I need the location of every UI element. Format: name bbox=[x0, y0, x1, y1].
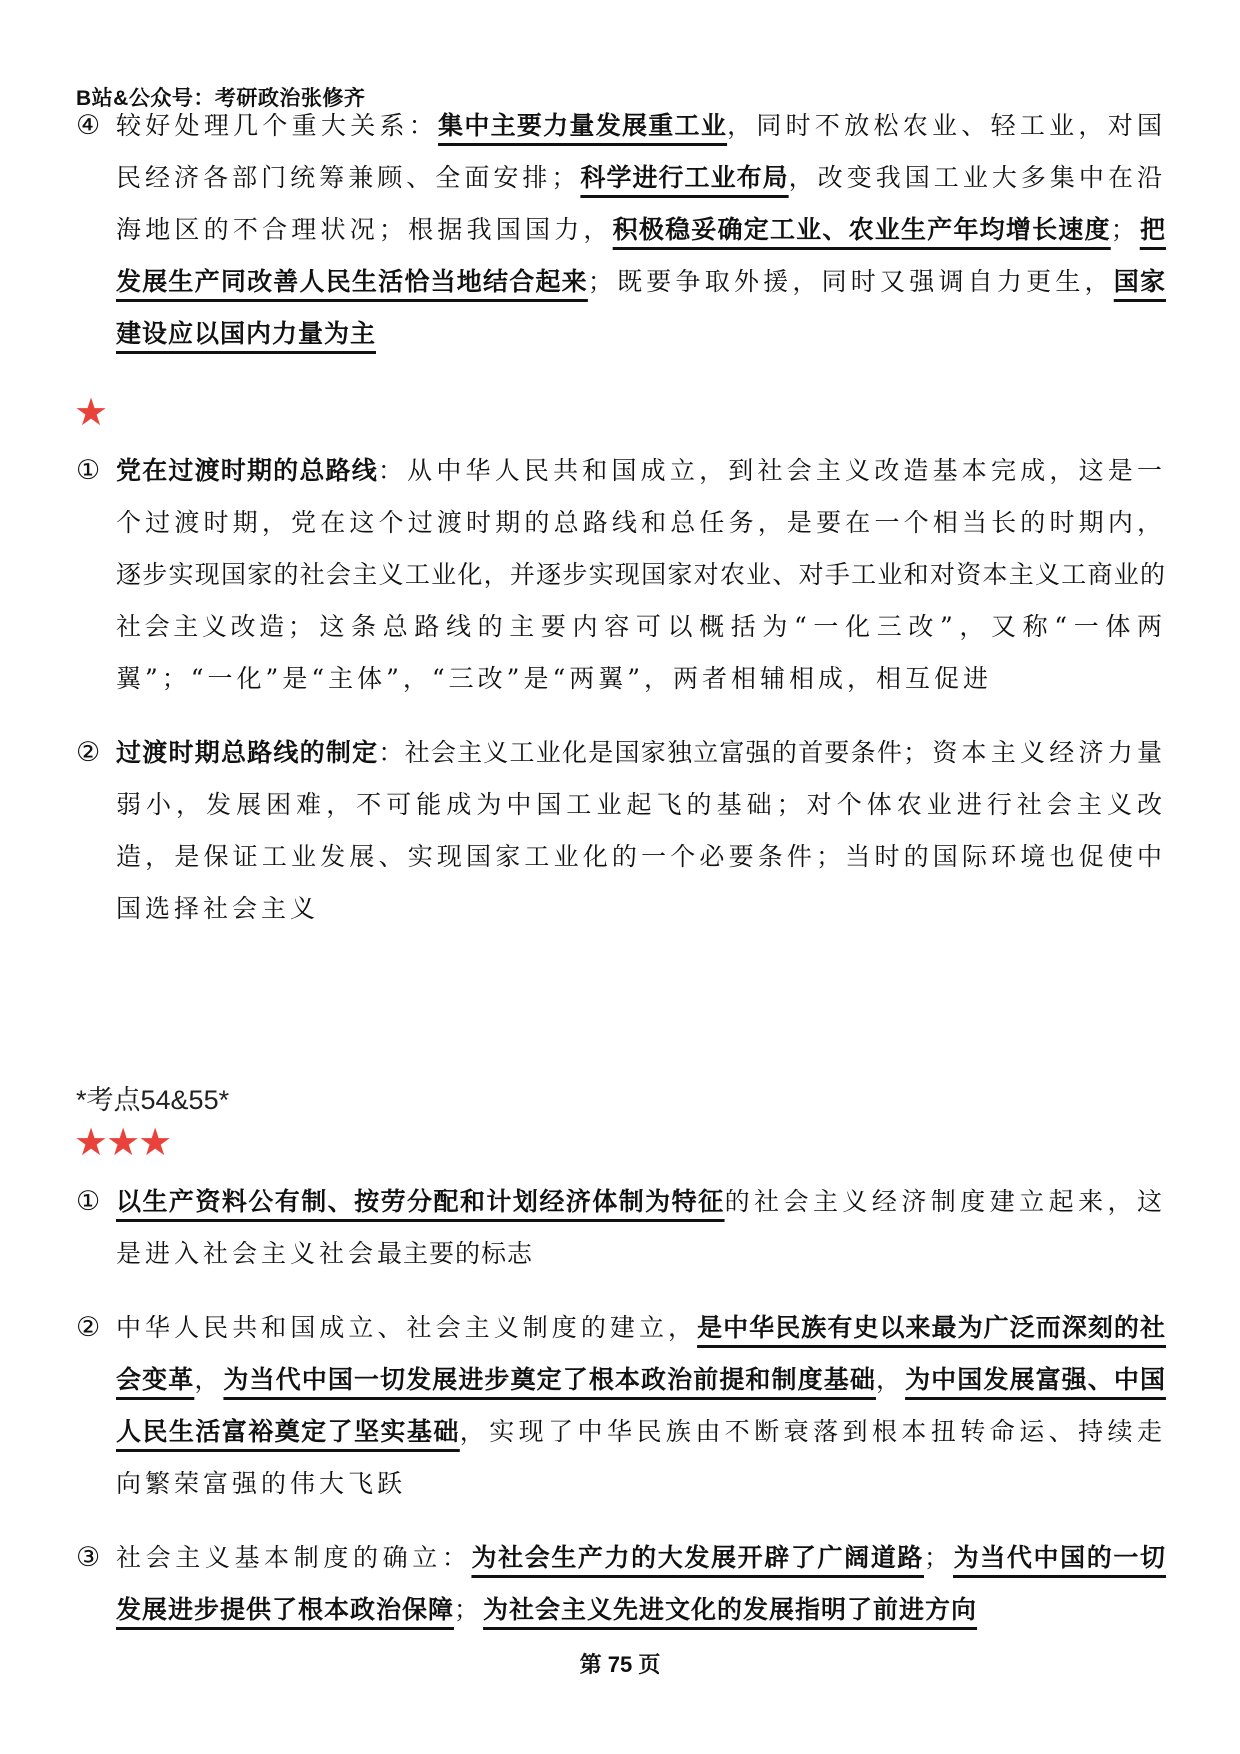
list-item-1 bbox=[76, 445, 1166, 705]
body-text: ：从中华人民共和国成立，到社会主义改造基本完成，这是一个过渡时期，党在这个过渡时期的总路线和总任务，是要在一个相当长的时期内， bbox=[116, 456, 1166, 537]
body-text: ； bbox=[1110, 215, 1140, 244]
list-item-2 bbox=[76, 727, 1166, 935]
key-phrase: 为中国发展富强、中国人民生活富裕奠定了坚实基础 bbox=[116, 1365, 1166, 1446]
star-icon: ★ bbox=[74, 390, 107, 434]
importance-stars-1 bbox=[74, 392, 106, 432]
body-text: 中华人民共和国成立、社会主义制度的建立， bbox=[116, 1313, 698, 1342]
key-phrase: 为社会主义先进文化的发展指明了前进方向 bbox=[483, 1595, 978, 1624]
body-text: ：社会主义工业化是国家独立富强的首要条件 bbox=[378, 738, 904, 767]
body-text: 的社会主义经济制度建立起来，这是进入社会主义社会 bbox=[116, 1187, 1166, 1268]
key-phrase: 为当代中国的一切发展进步提供了根本政治保障 bbox=[116, 1543, 1166, 1624]
body-text: 最主要的标志 bbox=[377, 1239, 534, 1268]
item-number: ③ bbox=[76, 1542, 101, 1573]
list-item-3 bbox=[76, 1532, 1166, 1636]
exam-point-label: *考点54&55* bbox=[76, 1085, 230, 1115]
key-phrase: 以生产资料公有制、按劳分配和计划经济体制为特征 bbox=[116, 1187, 725, 1216]
item-number: ② bbox=[76, 1312, 101, 1343]
key-phrase: 为社会生产力的大发展开辟了广阔道路 bbox=[471, 1543, 924, 1572]
body-text: ；资本主义经济力量弱小，发展困难，不可能成为中国工业起飞的基础；对个体农业进行社会主义改造，是保证工业发展、实现国家工业化的一个必要条件；当时的国际环境也促使中国选择社会主义 bbox=[116, 738, 1166, 923]
list-item-4 bbox=[76, 100, 1166, 360]
key-phrase: 集中主要力量发展重工业 bbox=[438, 111, 728, 140]
body-text: 较好处理几个重大关系： bbox=[116, 111, 439, 140]
body-text: 逐步实现国家的社会主义工业化，并逐步实现国家对农业、对手工业和对资本主义工商业的社会主义改造 bbox=[116, 560, 1166, 641]
body-text: ， bbox=[194, 1365, 224, 1394]
item-number: ① bbox=[76, 1186, 101, 1217]
item-number: ④ bbox=[76, 110, 101, 141]
key-phrase: 是中华民族有史以来最为广泛而深刻的社会变革 bbox=[116, 1313, 1166, 1394]
body-text: ，实现了中华民族由不断衰落到根本扭转命运、持续走向繁荣富强的伟大飞跃 bbox=[116, 1417, 1166, 1498]
section-major-relations bbox=[76, 100, 1166, 360]
body-text: ，改变我国工业大多集中在沿海地区的不合理状况；根据我国国力， bbox=[116, 163, 1166, 244]
key-phrase: 积极稳妥确定工业、农业生产年均增长速度 bbox=[612, 215, 1111, 244]
body-text: ；这条总路线的主要内容可以概括为“一化三改”，又称“一体两翼”；“一化”是“主体”，“三改”是“两翼”，两者相辅相成，相互促进 bbox=[116, 612, 1166, 693]
item-heading: 过渡时期总路线的制定 bbox=[116, 738, 379, 767]
body-text: ，同时不放松农业、轻工业，对国民经济各部门统筹兼顾、全面安排； bbox=[116, 111, 1166, 192]
body-text: ；既要争取外援，同时又强调自力更生， bbox=[587, 267, 1114, 296]
body-text: ， bbox=[875, 1365, 906, 1394]
importance-stars-3 bbox=[74, 1122, 170, 1162]
star-icon: ★★★ bbox=[74, 1120, 171, 1164]
body-text: 社会主义基本制度的确立： bbox=[116, 1543, 472, 1572]
item-number: ② bbox=[76, 737, 101, 768]
key-phrase: 为当代中国一切发展进步奠定了根本政治前提和制度基础 bbox=[223, 1365, 876, 1394]
section-general-line bbox=[76, 445, 1166, 935]
list-item-1 bbox=[76, 1176, 1166, 1280]
key-phrase: 国家建设应以国内力量为主 bbox=[116, 267, 1166, 348]
page-number: 第 75 页 bbox=[579, 1652, 661, 1677]
key-phrase: 把发展生产同改善人民生活恰当地结合起来 bbox=[116, 215, 1166, 296]
item-number: ① bbox=[76, 455, 101, 486]
item-heading: 党在过渡时期的总路线 bbox=[116, 456, 378, 485]
list-item-2 bbox=[76, 1302, 1166, 1510]
key-phrase: 科学进行工业布局 bbox=[580, 163, 789, 192]
body-text: ； bbox=[454, 1595, 484, 1624]
source-header: B站&公众号：考研政治张修齐 bbox=[76, 87, 366, 110]
body-text: ； bbox=[924, 1543, 954, 1572]
section-socialist-system bbox=[76, 1176, 1166, 1636]
